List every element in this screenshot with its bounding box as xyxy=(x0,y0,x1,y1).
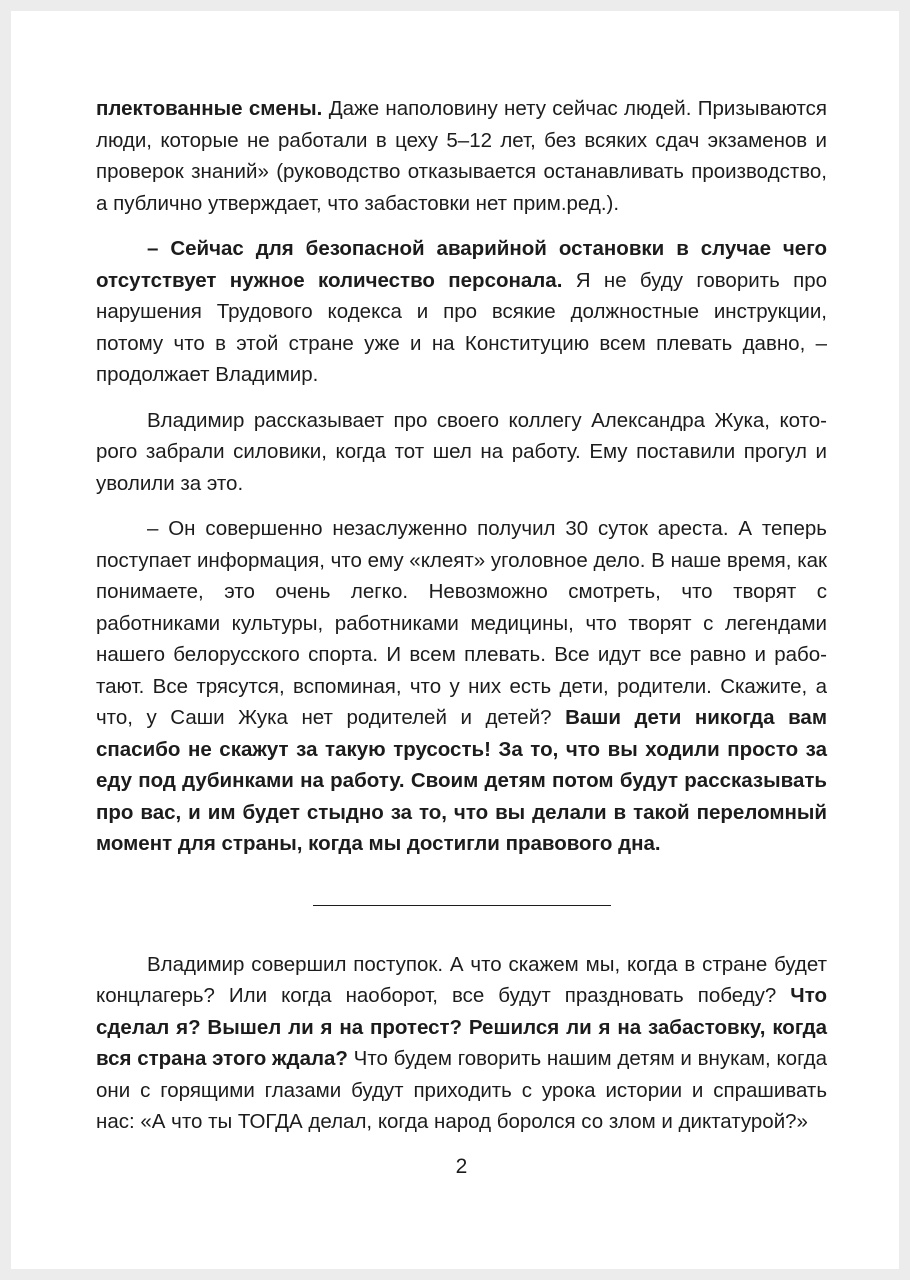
paragraph-4-bold: Ваши дети никогда вам спасибо не скажут за такую трусость! За то, что вы ходили просто за еду под дубинками на работу. Своим детям потом будут рассказывать про вас, и им будет стыдно за то, что вы делали в такой переломный момент для страны, когда мы достигли правового дна. xyxy=(96,706,827,855)
paragraph-4 xyxy=(96,513,827,860)
page-number: 2 xyxy=(455,1154,468,1178)
paragraph-4-text: – Он совершенно незаслуженно получил 30 суток ареста. А теперь поступает информация, что ему «клеят» уголовное дело. В наше время, как понимаете, это очень легко. Невозможно смотреть, что творят с работниками культуры, работниками медицины, что творят с легендами нашего белорусского спорта. И всем плевать. Все идут все равно и работают. Все трясутся, вспоминая, что у них есть дети, родители. Скажите, а что, у Саши Жука нет родителей и детей? xyxy=(96,517,827,729)
paragraph-5 xyxy=(96,949,827,1138)
paragraph-3-text: Владимир рассказывает про своего коллегу Александра Жука, которого забрали силовики, когда тот шел на работу. Ему поставили прогул и уволили за это. xyxy=(96,408,827,495)
paragraph-3 xyxy=(96,405,827,500)
paragraph-2-bold: – Сейчас для безопасной аварийной остановки в случае чего отсутствует нужное количество персонала. xyxy=(96,237,827,292)
paragraph-5-text: Владимир совершил поступок. А что скажем мы, когда в стране будет концлагерь? Или когда наоборот, все будут праздновать победу? xyxy=(96,952,827,1007)
document-page xyxy=(11,11,899,1269)
paragraph-2-text: Я не буду говорить про нарушения Трудового кодекса и про всякие должностные инструкции, потому что в этой стране уже и на Конституцию всем плевать давно, – продолжает Владимир. xyxy=(96,268,827,386)
paragraph-1 xyxy=(96,93,827,219)
page-content xyxy=(96,93,827,1182)
section-divider xyxy=(313,905,611,906)
paragraph-5-text-end: Что будем говорить нашим детям и внукам, когда они с горящими глазами будут приходить с урока истории и спрашивать нас: «А что ты ТОГДА делал, когда народ боролся со злом и диктатурой?» xyxy=(96,1047,827,1133)
paragraph-2 xyxy=(96,233,827,391)
paragraph-1-text: Даже наполовину нету сейчас людей. Призываются люди, которые не работали в цеху 5–12 лет, без всяких сдач экзаменов и проверок знаний» (руководство отказывается останавливать производство, а публично утверждает, что забастовки нет прим.ред.). xyxy=(96,97,827,215)
paragraph-1-bold: плектованные смены. xyxy=(96,97,323,120)
paragraph-5-bold: Что сделал я? Вышел ли я на протест? Решился ли я на забастовку, когда вся страна этого ждала? xyxy=(96,984,827,1070)
